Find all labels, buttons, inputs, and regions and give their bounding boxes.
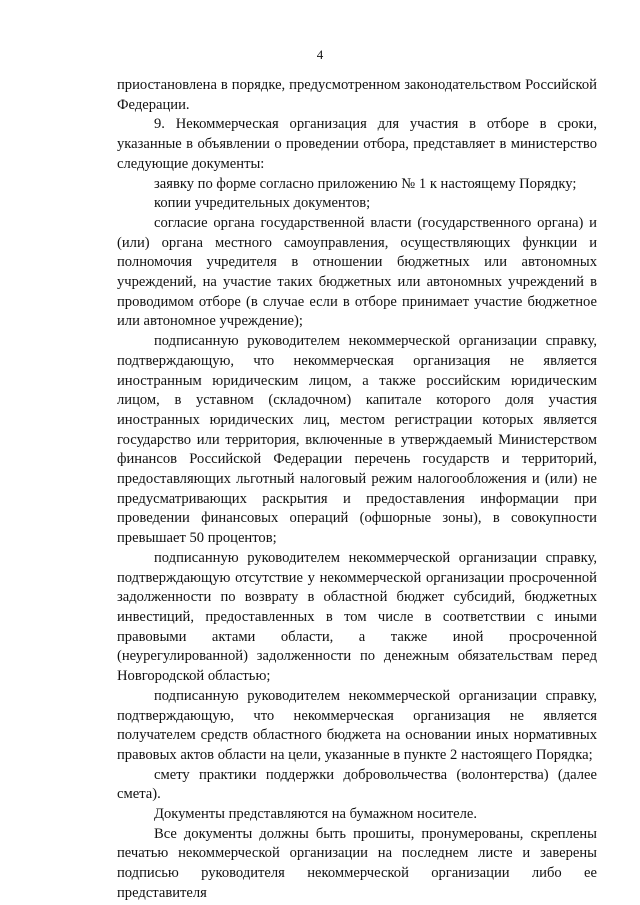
paragraph-estimate: смету практики поддержки добровольчества (волонтерства) (далее смета). bbox=[117, 766, 597, 803]
paragraph-application-form: заявку по форме согласно приложению № 1 к настоящему Порядку; bbox=[154, 175, 577, 192]
paragraph-foreign-entity-certificate: подписанную руководителем некоммерческой организации справку, подтверждающую, что некоммерческая организация не является иностранным юридическим лицом, а также российским юридическим лицом, в уставном (складочном) капитале которого доля участия иностранных юридических лиц, местом регистрации которых является государство или территория, включенные в утверждаемый Министерством финансов Российской Федерации перечень государств и территорий, предоставляющих льготный налоговый режим налогообложения и (или) не предусматривающих раскрытия и предоставления информации при проведении финансовых операций (офшорные зоны), в совокупности превышает 50 процентов; bbox=[117, 333, 597, 547]
paragraph-continuation: приостановлена в порядке, предусмотренном законодательством Российской Федерации. bbox=[117, 77, 597, 113]
paragraph-founding-documents: копии учредительных документов; bbox=[154, 195, 371, 212]
page-number: 4 bbox=[316, 47, 324, 62]
document-body bbox=[117, 76, 597, 904]
paragraph-paper-medium: Документы представляются на бумажном носителе. bbox=[154, 806, 478, 823]
paragraph-binding-requirements: Все документы должны быть прошиты, пронумерованы, скреплены печатью некоммерческой организации на последнем листе и заверены подписью руководителя некоммерческой организации либо ее представителя bbox=[117, 825, 597, 901]
paragraph-consent: согласие органа государственной власти (государственного органа) и (или) органа местного самоуправления, осуществляющих функции и полномочия учредителя в отношении бюджетных или автономных учреждений, на участие таких бюджетных или автономных учреждений в проводимом отборе (в случае если в отборе принимает участие бюджетное или автономное учреждение); bbox=[117, 214, 597, 330]
paragraph-item-9: 9. Некоммерческая организация для участия в отборе в сроки, указанные в объявлении о проведении отбора, представляет в министерство следующие документы: bbox=[117, 116, 597, 172]
paragraph-recipient-certificate: подписанную руководителем некоммерческой организации справку, подтверждающую, что некоммерческая организация не является получателем средств областного бюджета на основании иных нормативных правовых актов области на цели, указанные в пункте 2 настоящего Порядка; bbox=[117, 687, 597, 763]
paragraph-debt-certificate: подписанную руководителем некоммерческой организации справку, подтверждающую отсутствие у некоммерческой организации просроченной задолженности по возврату в областной бюджет субсидий, бюджетных инвестиций, предоставленных в том числе в соответствии с иными правовыми актами области, а также иной просроченной (неурегулированной) задолженности по денежным обязательствам перед Новгородской областью; bbox=[117, 549, 597, 685]
